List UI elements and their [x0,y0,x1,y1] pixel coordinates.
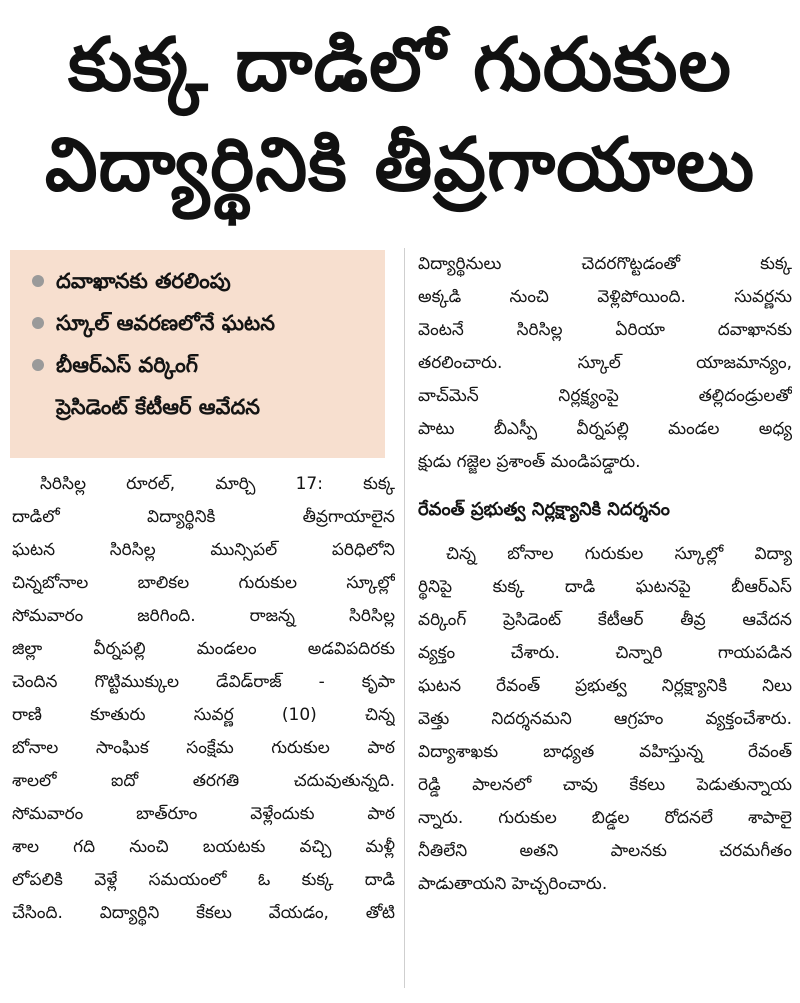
article-line: సోమవారం జరిగింది. రాజన్న సిరిసిల్ల [12,606,395,626]
bullet-icon [32,317,44,329]
article-line: చిన్న బోనాల గురుకుల స్కూల్లో విద్యా [446,544,792,564]
article-line: ఘటన రేవంత్ ప్రభుత్వ నిర్లక్ష్యానికి నిలు [418,676,792,696]
article-line: పాటు బీఎస్పీ వీర్నపల్లి మండల అధ్య [418,419,792,439]
article-line: పాడుతాయని హెచ్చరించారు. [418,874,608,894]
highlight-item [32,344,375,428]
article-line: సోమవారం బాత్‌రూం వెళ్లేందుకు పాఠ [12,804,395,824]
highlight-text-line: బీఆర్ఎస్ వర్కింగ్ [56,353,199,377]
highlight-text: స్కూల్ ఆవరణలోనే ఘటన [56,311,275,335]
article-line: సిరిసిల్ల రూరల్, మార్చి 17: కుక్క [40,474,395,494]
article-line: నీతిలేని అతని పాలనకు చరమగీతం [418,841,792,861]
article-line: రాణి కూతురు సువర్ణ (10) చిన్న [12,705,395,725]
article-subheading: రేవంత్ ప్రభుత్వ నిర్లక్ష్యానికి నిదర్శనం [418,499,670,520]
article-line: న్నారు. గురుకుల బిడ్డల రోదనలే శాపాలై [418,808,792,828]
highlight-text [56,344,260,428]
headline-line-2: విద్యార్థినికి తీవ్రగాయాలు [44,122,756,208]
article-line: శాలలో ఐదో తరగతి చదువుతున్నది. [12,771,395,791]
article-line: విద్యార్థినులు చెదరగొట్టడంతో కుక్క [418,254,792,274]
article-line: చిన్నబోనాల బాలికల గురుకుల స్కూల్లో [12,573,395,593]
article-line: దాడిలో విద్యార్థినికి తీవ్రగాయాలైన [12,507,395,527]
article-line: లోపలికి వెళ్లే సమయంలో ఓ కుక్క దాడి [12,870,395,890]
article-column-right [418,248,792,901]
highlight-item [32,302,375,344]
article-line: వర్కింగ్ ప్రెసిడెంట్ కేటీఆర్ తీవ్ర ఆవేదన [418,610,792,630]
column-divider [404,248,405,988]
article-line: రెడ్డి పాలనలో చావు కేకలు పెడుతున్నాయ [418,775,792,795]
article-line: బోనాల సాంఘిక సంక్షేమ గురుకుల పాఠ [12,738,395,758]
article-line: అక్కడి నుంచి వెళ్లిపోయింది. సువర్ణను [418,287,792,307]
headline [0,0,800,230]
article-line: విద్యాశాఖకు బాధ్యత వహిస్తున్న రేవంత్ [418,742,792,762]
article-line: వాచ్‌మెన్ నిర్లక్ష్యంపై తల్లిదండ్రులతో [418,386,792,406]
highlight-item [32,260,375,302]
article-line: శాల గది నుంచి బయటకు వచ్చి మళ్లీ [12,837,395,857]
article-line: తరలించారు. స్కూల్ యాజమాన్యం, [418,353,792,373]
bullet-icon [32,275,44,287]
article-line: చేసింది. విద్యార్థిని కేకలు వేయడం, తోటి [12,903,395,923]
article-line: వెత్తు నిదర్శనమని ఆగ్రహం వ్యక్తంచేశారు. [418,709,792,729]
article-line: క్షుడు గజ్జెల ప్రశాంత్ మండిపడ్డారు. [418,452,641,472]
article-line: ర్థినిపై కుక్క దాడి ఘటనపై బీఆర్ఎస్ [418,577,792,597]
highlight-text-line: ప్రెసిడెంట్ కేటీఆర్ ఆవేదన [56,395,261,419]
highlights-box [10,250,385,458]
article-column-left [12,468,395,930]
article-line: చెందిన గొట్టిముక్కుల డేవిడ్‌రాజ్ - కృపా [12,672,395,692]
article-line: వ్యక్తం చేశారు. చిన్నారి గాయపడిన [418,643,792,663]
headline-line-1: కుక్క దాడిలో గురుకుల [68,22,732,108]
highlight-text: దవాఖానకు తరలింపు [56,269,231,293]
article-line: ఘటన సిరిసిల్ల మున్సిపల్ పరిధిలోని [12,540,395,560]
article-line: వెంటనే సిరిసిల్ల ఏరియా దవాఖానకు [418,320,792,340]
article-line: జిల్లా వీర్నపల్లి మండలం అడవిపదిరకు [12,639,395,659]
bullet-icon [32,359,44,371]
